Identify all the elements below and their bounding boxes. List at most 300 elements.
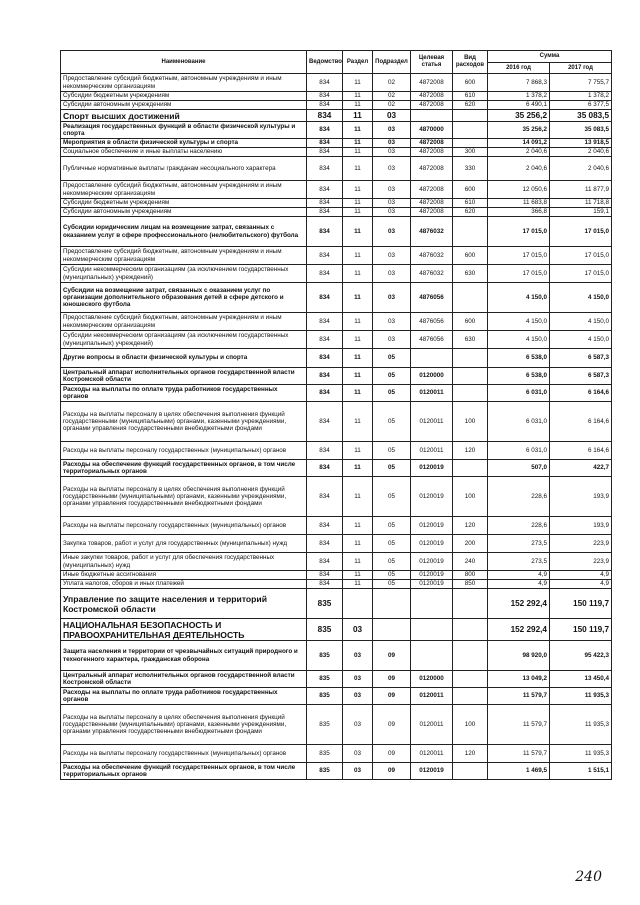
razdel-cell: 03 — [343, 688, 373, 705]
target-article-cell: 4876056 — [411, 331, 453, 349]
sum-2017-cell: 193,9 — [550, 517, 612, 535]
expense-type-cell: 100 — [453, 477, 488, 517]
vedomstvo-cell: 834 — [307, 368, 343, 385]
table-row — [61, 181, 612, 199]
row-name: Расходы на выплаты персоналу государственных (муниципальных) органов — [61, 745, 307, 763]
target-article-cell: 4876056 — [411, 283, 453, 313]
vedomstvo-cell: 835 — [307, 619, 343, 641]
vedomstvo-cell: 835 — [307, 763, 343, 780]
table-row — [61, 641, 612, 671]
razdel-cell: 11 — [343, 460, 373, 477]
razdel-cell: 11 — [343, 553, 373, 571]
target-article-cell: 4872008 — [411, 74, 453, 92]
podrazdel-cell: 03 — [373, 139, 411, 148]
row-name: Субсидии юридическим лицам на возмещение затрат, связанных с оказанием услуг в сфере профессионального (нелюбительского) футбола — [61, 217, 307, 247]
razdel-cell: 11 — [343, 313, 373, 331]
target-article-cell: 0120011 — [411, 688, 453, 705]
vedomstvo-cell: 834 — [307, 385, 343, 402]
table-row — [61, 477, 612, 517]
razdel-cell: 11 — [343, 331, 373, 349]
sum-2016-cell: 2 040,6 — [488, 157, 550, 181]
vedomstvo-cell: 834 — [307, 122, 343, 139]
razdel-cell: 11 — [343, 442, 373, 460]
target-article-cell: 4872008 — [411, 199, 453, 208]
row-name: Расходы на выплаты по оплате труда работников государственных органов — [61, 688, 307, 705]
podrazdel-cell: 03 — [373, 265, 411, 283]
vedomstvo-cell: 834 — [307, 580, 343, 589]
target-article-cell: 0120011 — [411, 745, 453, 763]
podrazdel-cell — [373, 619, 411, 641]
vedomstvo-cell: 834 — [307, 181, 343, 199]
row-name: Расходы на обеспечение функций государственных органов, в том числе территориальных органов — [61, 460, 307, 477]
expense-type-cell: 600 — [453, 74, 488, 92]
sum-2017-cell: 4 150,0 — [550, 313, 612, 331]
vedomstvo-cell: 835 — [307, 671, 343, 688]
vedomstvo-cell: 834 — [307, 265, 343, 283]
vedomstvo-cell: 834 — [307, 313, 343, 331]
podrazdel-cell: 05 — [373, 477, 411, 517]
target-article-cell: 4876032 — [411, 265, 453, 283]
podrazdel-cell: 09 — [373, 763, 411, 780]
razdel-cell — [343, 589, 373, 619]
row-name: Расходы на выплаты персоналу в целях обеспечения выполнения функций государственными (муниципальными) органами, казенными учреждениями, органами управления государственными внебюджетными фондами — [61, 402, 307, 442]
expense-type-cell — [453, 139, 488, 148]
razdel-cell: 11 — [343, 92, 373, 101]
sum-2017-cell: 11 718,8 — [550, 199, 612, 208]
razdel-cell: 11 — [343, 199, 373, 208]
sum-2016-cell: 4,9 — [488, 571, 550, 580]
target-article-cell: 4872008 — [411, 148, 453, 157]
target-article-cell: 0120019 — [411, 517, 453, 535]
header-name: Наименование — [61, 51, 307, 74]
sum-2016-cell: 7 868,3 — [488, 74, 550, 92]
razdel-cell: 03 — [343, 763, 373, 780]
sum-2017-cell: 4,9 — [550, 571, 612, 580]
razdel-cell: 11 — [343, 181, 373, 199]
vedomstvo-cell: 834 — [307, 157, 343, 181]
expense-type-cell — [453, 217, 488, 247]
expense-type-cell — [453, 589, 488, 619]
sum-2016-cell: 17 015,0 — [488, 217, 550, 247]
sum-2016-cell: 1 469,5 — [488, 763, 550, 780]
razdel-cell: 03 — [343, 745, 373, 763]
sum-2016-cell: 228,6 — [488, 517, 550, 535]
razdel-cell: 11 — [343, 208, 373, 217]
podrazdel-cell: 09 — [373, 641, 411, 671]
podrazdel-cell: 09 — [373, 671, 411, 688]
row-name: Защита населения и территории от чрезвычайных ситуаций природного и техногенного характера, гражданская оборона — [61, 641, 307, 671]
vedomstvo-cell: 835 — [307, 705, 343, 745]
row-name: Реализация государственных функций в области физической культуры и спорта — [61, 122, 307, 139]
sum-2016-cell: 6 031,0 — [488, 442, 550, 460]
row-name: Социальное обеспечение и иные выплаты населению — [61, 148, 307, 157]
razdel-cell: 03 — [343, 619, 373, 641]
razdel-cell: 11 — [343, 247, 373, 265]
sum-2016-cell: 4 150,0 — [488, 283, 550, 313]
podrazdel-cell: 03 — [373, 247, 411, 265]
podrazdel-cell: 05 — [373, 349, 411, 368]
razdel-cell: 11 — [343, 580, 373, 589]
expense-type-cell — [453, 688, 488, 705]
sum-2016-cell: 4 150,0 — [488, 313, 550, 331]
razdel-cell: 11 — [343, 517, 373, 535]
sum-2017-cell: 35 083,5 — [550, 110, 612, 122]
table-row — [61, 580, 612, 589]
budget-table-body — [61, 74, 612, 780]
row-name: Расходы на выплаты по оплате труда работников государственных органов — [61, 385, 307, 402]
expense-type-cell: 600 — [453, 313, 488, 331]
target-article-cell: 4872008 — [411, 181, 453, 199]
sum-2017-cell: 150 119,7 — [550, 619, 612, 641]
sum-2016-cell: 152 292,4 — [488, 589, 550, 619]
table-row — [61, 553, 612, 571]
sum-2016-cell: 4 150,0 — [488, 331, 550, 349]
sum-2017-cell: 11 935,3 — [550, 688, 612, 705]
expense-type-cell: 620 — [453, 208, 488, 217]
sum-2016-cell: 35 256,2 — [488, 122, 550, 139]
table-row — [61, 705, 612, 745]
razdel-cell: 11 — [343, 349, 373, 368]
podrazdel-cell: 05 — [373, 535, 411, 553]
razdel-cell: 11 — [343, 265, 373, 283]
expense-type-cell: 100 — [453, 705, 488, 745]
vedomstvo-cell: 834 — [307, 331, 343, 349]
expense-type-cell — [453, 349, 488, 368]
expense-type-cell: 120 — [453, 745, 488, 763]
row-name: Уплата налогов, сборов и иных платежей — [61, 580, 307, 589]
podrazdel-cell: 02 — [373, 101, 411, 110]
row-name: Иные закупки товаров, работ и услуг для обеспечения государственных (муниципальных) нужд — [61, 553, 307, 571]
vedomstvo-cell: 834 — [307, 460, 343, 477]
sum-2017-cell: 7 755,7 — [550, 74, 612, 92]
row-name: Центральный аппарат исполнительных органов государственной власти Костромской области — [61, 368, 307, 385]
razdel-cell: 11 — [343, 139, 373, 148]
razdel-cell: 11 — [343, 477, 373, 517]
podrazdel-cell: 05 — [373, 402, 411, 442]
row-name: Расходы на выплаты персоналу в целях обеспечения выполнения функций государственными (муниципальными) органами, казенными учреждениями, органами управления государственными внебюджетными фондами — [61, 705, 307, 745]
sum-2017-cell: 223,9 — [550, 535, 612, 553]
row-name: Субсидии на возмещение затрат, связанных с оказанием услуг по организации дополнительного образования детей в сфере детского и юношеского футбола — [61, 283, 307, 313]
expense-type-cell: 610 — [453, 92, 488, 101]
vedomstvo-cell: 834 — [307, 148, 343, 157]
sum-2017-cell: 4 150,0 — [550, 331, 612, 349]
expense-type-cell — [453, 122, 488, 139]
target-article-cell: 0120011 — [411, 385, 453, 402]
target-article-cell: 4872008 — [411, 139, 453, 148]
header-target-article: Целевая статья — [411, 51, 453, 74]
row-name: Субсидии автономным учреждениям — [61, 101, 307, 110]
expense-type-cell: 300 — [453, 148, 488, 157]
podrazdel-cell: 05 — [373, 517, 411, 535]
target-article-cell: 4870000 — [411, 122, 453, 139]
expense-type-cell — [453, 368, 488, 385]
target-article-cell — [411, 589, 453, 619]
sum-2017-cell: 6 164,6 — [550, 402, 612, 442]
podrazdel-cell: 02 — [373, 74, 411, 92]
table-row — [61, 157, 612, 181]
sum-2017-cell: 1 515,1 — [550, 763, 612, 780]
razdel-cell: 03 — [343, 641, 373, 671]
podrazdel-cell: 09 — [373, 688, 411, 705]
vedomstvo-cell: 834 — [307, 208, 343, 217]
target-article-cell: 4872008 — [411, 157, 453, 181]
sum-2017-cell: 6 377,5 — [550, 101, 612, 110]
target-article-cell — [411, 110, 453, 122]
sum-2016-cell: 12 050,6 — [488, 181, 550, 199]
target-article-cell: 4872008 — [411, 101, 453, 110]
target-article-cell: 0120019 — [411, 580, 453, 589]
target-article-cell: 0120019 — [411, 571, 453, 580]
sum-2017-cell: 17 015,0 — [550, 247, 612, 265]
table-row — [61, 74, 612, 92]
sum-2016-cell: 228,6 — [488, 477, 550, 517]
table-row — [61, 460, 612, 477]
podrazdel-cell: 05 — [373, 460, 411, 477]
row-name: Управление по защите населения и территорий Костромской области — [61, 589, 307, 619]
page-number: 240 — [575, 869, 602, 885]
table-row — [61, 402, 612, 442]
target-article-cell: 4876056 — [411, 313, 453, 331]
podrazdel-cell: 03 — [373, 313, 411, 331]
podrazdel-cell: 03 — [373, 148, 411, 157]
razdel-cell: 11 — [343, 402, 373, 442]
sum-2017-cell: 422,7 — [550, 460, 612, 477]
row-name: Субсидии некоммерческим организациям (за исключением государственных (муниципальных) учреждений) — [61, 331, 307, 349]
table-row — [61, 208, 612, 217]
sum-2016-cell: 98 920,0 — [488, 641, 550, 671]
sum-2016-cell: 1 378,2 — [488, 92, 550, 101]
table-row — [61, 745, 612, 763]
expense-type-cell: 850 — [453, 580, 488, 589]
sum-2016-cell: 273,5 — [488, 535, 550, 553]
sum-2016-cell: 11 683,8 — [488, 199, 550, 208]
sum-2017-cell: 159,1 — [550, 208, 612, 217]
podrazdel-cell: 05 — [373, 368, 411, 385]
target-article-cell: 0120019 — [411, 460, 453, 477]
target-article-cell: 0120019 — [411, 477, 453, 517]
sum-2016-cell: 6 031,0 — [488, 385, 550, 402]
sum-2017-cell: 193,9 — [550, 477, 612, 517]
target-article-cell: 0120000 — [411, 368, 453, 385]
razdel-cell: 11 — [343, 368, 373, 385]
row-name: Закупка товаров, работ и услуг для государственных (муниципальных) нужд — [61, 535, 307, 553]
sum-2017-cell: 13 450,4 — [550, 671, 612, 688]
sum-2017-cell: 4,9 — [550, 580, 612, 589]
sum-2016-cell: 14 091,2 — [488, 139, 550, 148]
target-article-cell — [411, 641, 453, 671]
sum-2017-cell: 11 935,3 — [550, 745, 612, 763]
sum-2017-cell: 1 378,2 — [550, 92, 612, 101]
table-row — [61, 619, 612, 641]
vedomstvo-cell: 835 — [307, 589, 343, 619]
row-name: НАЦИОНАЛЬНАЯ БЕЗОПАСНОСТЬ И ПРАВООХРАНИТЕЛЬНАЯ ДЕЯТЕЛЬНОСТЬ — [61, 619, 307, 641]
expense-type-cell: 600 — [453, 181, 488, 199]
expense-type-cell: 330 — [453, 157, 488, 181]
header-podrazdel: Подраздел — [373, 51, 411, 74]
target-article-cell: 0120019 — [411, 535, 453, 553]
sum-2016-cell: 6 538,0 — [488, 349, 550, 368]
podrazdel-cell: 05 — [373, 580, 411, 589]
target-article-cell: 4876032 — [411, 217, 453, 247]
podrazdel-cell: 03 — [373, 199, 411, 208]
row-name: Предоставление субсидий бюджетным, автономным учреждениям и иным некоммерческим организациям — [61, 247, 307, 265]
sum-2016-cell: 6 490,1 — [488, 101, 550, 110]
expense-type-cell: 620 — [453, 101, 488, 110]
vedomstvo-cell: 834 — [307, 349, 343, 368]
table-row — [61, 217, 612, 247]
row-name: Центральный аппарат исполнительных органов государственной власти Костромской области — [61, 671, 307, 688]
table-row — [61, 122, 612, 139]
sum-2017-cell: 6 164,6 — [550, 442, 612, 460]
table-row — [61, 571, 612, 580]
podrazdel-cell: 09 — [373, 705, 411, 745]
sum-2016-cell: 4,9 — [488, 580, 550, 589]
row-name: Публичные нормативные выплаты гражданам несоциального характера — [61, 157, 307, 181]
expense-type-cell: 100 — [453, 402, 488, 442]
razdel-cell: 11 — [343, 217, 373, 247]
podrazdel-cell: 02 — [373, 92, 411, 101]
sum-2016-cell: 6 031,0 — [488, 402, 550, 442]
sum-2016-cell: 6 538,0 — [488, 368, 550, 385]
sum-2017-cell: 2 040,6 — [550, 157, 612, 181]
sum-2016-cell: 366,8 — [488, 208, 550, 217]
vedomstvo-cell: 834 — [307, 442, 343, 460]
table-row — [61, 368, 612, 385]
sum-2016-cell: 507,0 — [488, 460, 550, 477]
razdel-cell: 03 — [343, 671, 373, 688]
sum-2017-cell: 13 918,5 — [550, 139, 612, 148]
header-expense-type: Вид расходов — [453, 51, 488, 74]
podrazdel-cell: 03 — [373, 157, 411, 181]
podrazdel-cell: 03 — [373, 331, 411, 349]
vedomstvo-cell: 835 — [307, 688, 343, 705]
podrazdel-cell: 03 — [373, 110, 411, 122]
sum-2017-cell: 2 040,6 — [550, 148, 612, 157]
sum-2017-cell: 17 015,0 — [550, 265, 612, 283]
target-article-cell: 0120019 — [411, 763, 453, 780]
expense-type-cell: 630 — [453, 265, 488, 283]
expense-type-cell: 600 — [453, 247, 488, 265]
sum-2016-cell: 17 015,0 — [488, 265, 550, 283]
header-vedomstvo: Ведомство — [307, 51, 343, 74]
target-article-cell: 0120019 — [411, 553, 453, 571]
expense-type-cell: 240 — [453, 553, 488, 571]
sum-2017-cell: 150 119,7 — [550, 589, 612, 619]
expense-type-cell — [453, 110, 488, 122]
razdel-cell: 11 — [343, 385, 373, 402]
budget-sheet — [60, 50, 611, 780]
sum-2016-cell: 273,5 — [488, 553, 550, 571]
expense-type-cell — [453, 283, 488, 313]
row-name: Другие вопросы в области физической культуры и спорта — [61, 349, 307, 368]
row-name: Мероприятия в области физической культуры и спорта — [61, 139, 307, 148]
row-name: Расходы на выплаты персоналу государственных (муниципальных) органов — [61, 442, 307, 460]
sum-2016-cell: 11 579,7 — [488, 688, 550, 705]
table-row — [61, 535, 612, 553]
podrazdel-cell: 03 — [373, 208, 411, 217]
sum-2016-cell: 11 579,7 — [488, 745, 550, 763]
podrazdel-cell: 03 — [373, 283, 411, 313]
table-row — [61, 247, 612, 265]
vedomstvo-cell: 835 — [307, 641, 343, 671]
target-article-cell: 4872008 — [411, 92, 453, 101]
table-row — [61, 139, 612, 148]
table-row — [61, 349, 612, 368]
expense-type-cell: 120 — [453, 517, 488, 535]
vedomstvo-cell: 834 — [307, 92, 343, 101]
table-row — [61, 589, 612, 619]
table-row — [61, 385, 612, 402]
razdel-cell: 11 — [343, 74, 373, 92]
podrazdel-cell: 03 — [373, 217, 411, 247]
podrazdel-cell: 05 — [373, 571, 411, 580]
row-name: Субсидии некоммерческим организациям (за исключением государственных (муниципальных) учреждений) — [61, 265, 307, 283]
expense-type-cell — [453, 385, 488, 402]
target-article-cell: 0120011 — [411, 705, 453, 745]
vedomstvo-cell: 834 — [307, 74, 343, 92]
row-name: Субсидии бюджетным учреждениям — [61, 199, 307, 208]
podrazdel-cell: 05 — [373, 553, 411, 571]
row-name: Субсидии автономным учреждениям — [61, 208, 307, 217]
expense-type-cell — [453, 619, 488, 641]
target-article-cell: 0120011 — [411, 402, 453, 442]
table-row — [61, 110, 612, 122]
podrazdel-cell — [373, 589, 411, 619]
table-row — [61, 517, 612, 535]
row-name: Расходы на выплаты персоналу государственных (муниципальных) органов — [61, 517, 307, 535]
vedomstvo-cell: 834 — [307, 477, 343, 517]
podrazdel-cell: 03 — [373, 122, 411, 139]
target-article-cell: 0120000 — [411, 671, 453, 688]
row-name: Расходы на выплаты персоналу в целях обеспечения выполнения функций государственными (муниципальными) органами, казенными учреждениями, органами управления государственными внебюджетными фондами — [61, 477, 307, 517]
sum-2016-cell: 13 049,2 — [488, 671, 550, 688]
budget-table — [60, 50, 612, 780]
razdel-cell: 11 — [343, 283, 373, 313]
row-name: Спорт высших достижений — [61, 110, 307, 122]
vedomstvo-cell: 834 — [307, 517, 343, 535]
table-row — [61, 442, 612, 460]
vedomstvo-cell: 834 — [307, 199, 343, 208]
expense-type-cell — [453, 460, 488, 477]
row-name: Иные бюджетные ассигнования — [61, 571, 307, 580]
expense-type-cell: 800 — [453, 571, 488, 580]
target-article-cell: 0120011 — [411, 442, 453, 460]
table-row — [61, 313, 612, 331]
sum-2017-cell: 95 422,3 — [550, 641, 612, 671]
row-name: Предоставление субсидий бюджетным, автономным учреждениям и иным некоммерческим организациям — [61, 313, 307, 331]
vedomstvo-cell: 834 — [307, 247, 343, 265]
table-row — [61, 671, 612, 688]
target-article-cell: 4872008 — [411, 208, 453, 217]
table-row — [61, 763, 612, 780]
header-razdel: Раздел — [343, 51, 373, 74]
vedomstvo-cell: 834 — [307, 110, 343, 122]
sum-2017-cell: 11 935,3 — [550, 705, 612, 745]
sum-2016-cell: 17 015,0 — [488, 247, 550, 265]
header-year-2016: 2016 год — [488, 63, 550, 74]
row-name: Расходы на обеспечение функций государственных органов, в том числе территориальных органов — [61, 763, 307, 780]
sum-2017-cell: 6 164,6 — [550, 385, 612, 402]
sum-2017-cell: 17 015,0 — [550, 217, 612, 247]
razdel-cell: 03 — [343, 705, 373, 745]
razdel-cell: 11 — [343, 535, 373, 553]
target-article-cell — [411, 619, 453, 641]
vedomstvo-cell: 834 — [307, 402, 343, 442]
sum-2016-cell: 152 292,4 — [488, 619, 550, 641]
podrazdel-cell: 03 — [373, 181, 411, 199]
header-sum: Сумма — [488, 51, 612, 63]
expense-type-cell: 630 — [453, 331, 488, 349]
